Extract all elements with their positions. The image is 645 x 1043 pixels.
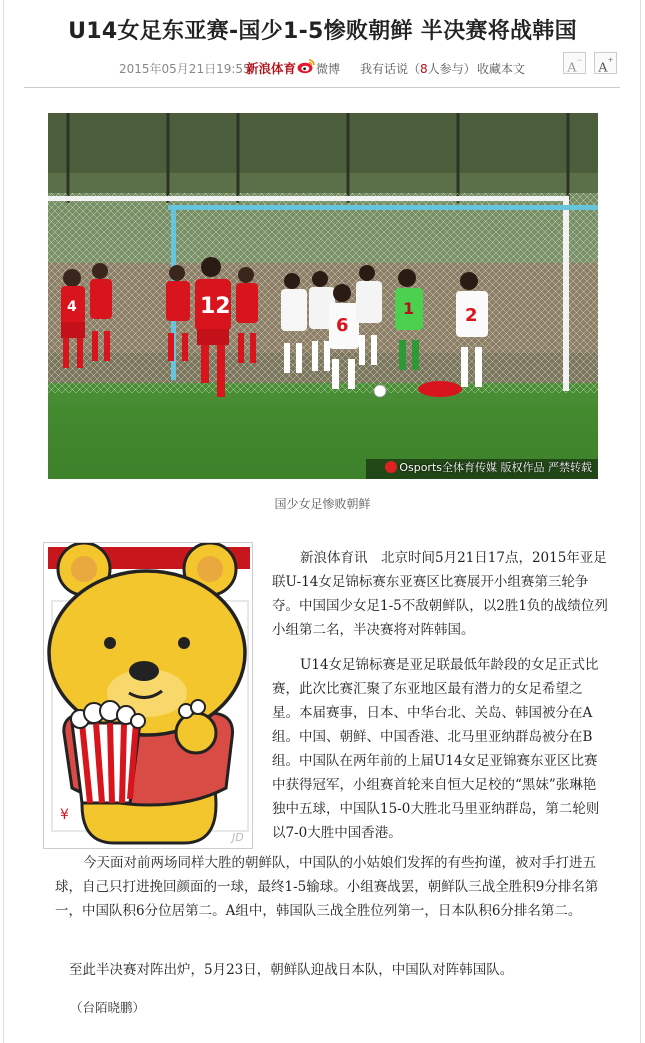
photo-watermark	[385, 459, 592, 475]
article-paragraph: 新浪体育讯 北京时间5月21日17点，2015年亚足联U-14女足锦标赛东亚赛区比赛展开小组赛第三轮争夺。中国国少女足1-5不敌朝鲜队，以2胜1负的战绩位列小组第二名，半决赛将对阵韩国。	[272, 550, 608, 638]
font-decrease-button[interactable]	[563, 52, 586, 74]
article-photo	[48, 113, 598, 479]
svg-text:JD: JD	[232, 831, 244, 844]
font-increase-label: A	[597, 60, 609, 76]
header-divider	[24, 87, 620, 88]
watermark-text: Osports全体育传媒 版权作品 严禁转载	[399, 461, 592, 474]
favorite-link[interactable]: 收藏本文	[477, 62, 526, 76]
font-increase-button[interactable]	[594, 52, 617, 74]
ad-box[interactable]	[43, 542, 253, 849]
article-paragraph: 至此半决赛对阵出炉，5月23日，朝鲜队迎战日本队，中国队对阵韩国队。	[69, 962, 514, 978]
article-paragraph: 今天面对前两场同样大胜的朝鲜队，中国队的小姑娘们发挥的有些拘谨，被对手打进五球，自己只打进挽回颜面的一球，最终1-5输球。小组赛战罢，朝鲜队三战全胜积9分排名第一，中国队积6分位居第二。A组中，韩国队三战全胜位列第一，日本队积6分排名第二。	[55, 855, 599, 919]
author-credit: （台陌晓鹏）	[70, 1000, 146, 1015]
svg-text:¥: ¥	[60, 807, 69, 823]
weibo-icon[interactable]	[297, 58, 315, 74]
svg-text:6: 6	[336, 315, 349, 336]
article-paragraph: U14女足锦标赛是亚足联最低年龄段的女足正式比赛，此次比赛汇聚了东亚地区最有潜力的女足希望之星。本届赛事，日本、中华台北、关岛、韩国被分在A组。中国、朝鲜、中国香港、北马里亚纳群岛被分在B组。中国队在两年前的上届U14女足亚锦赛东亚区比赛中获得冠军，小组赛首轮来自恒大足校的“黑妹”张琳艳独中五球，中国队15-0大胜北马里亚纳群岛，第二轮则以7-0大胜中国香港。	[272, 657, 600, 841]
weibo-link[interactable]: 微博	[316, 62, 341, 76]
svg-text:12: 12	[200, 294, 231, 319]
source-link[interactable]: 新浪体育	[246, 61, 297, 76]
svg-text:2: 2	[465, 305, 478, 326]
comment-prefix: 我有话说（	[360, 62, 421, 76]
font-decrease-label: A	[566, 60, 578, 76]
plus-icon: +	[608, 55, 614, 65]
soccer-photo-illustration	[48, 113, 598, 479]
article-title: U14女足东亚赛-国少1-5惨败朝鲜 半决赛将战韩国	[68, 19, 577, 44]
svg-text:4: 4	[67, 299, 77, 315]
photo-caption: 国少女足惨败朝鲜	[274, 497, 371, 511]
comment-link[interactable]	[360, 60, 476, 77]
osports-logo-icon	[385, 461, 397, 473]
minus-icon: −	[577, 55, 583, 65]
svg-text:1: 1	[403, 299, 415, 318]
pooh-ad-illustration	[44, 543, 253, 849]
publish-date: 2015年05月21日19:55	[119, 62, 251, 76]
comment-count: 8	[420, 62, 428, 76]
comment-suffix: 人参与）	[427, 62, 476, 76]
article-meta	[0, 58, 645, 78]
